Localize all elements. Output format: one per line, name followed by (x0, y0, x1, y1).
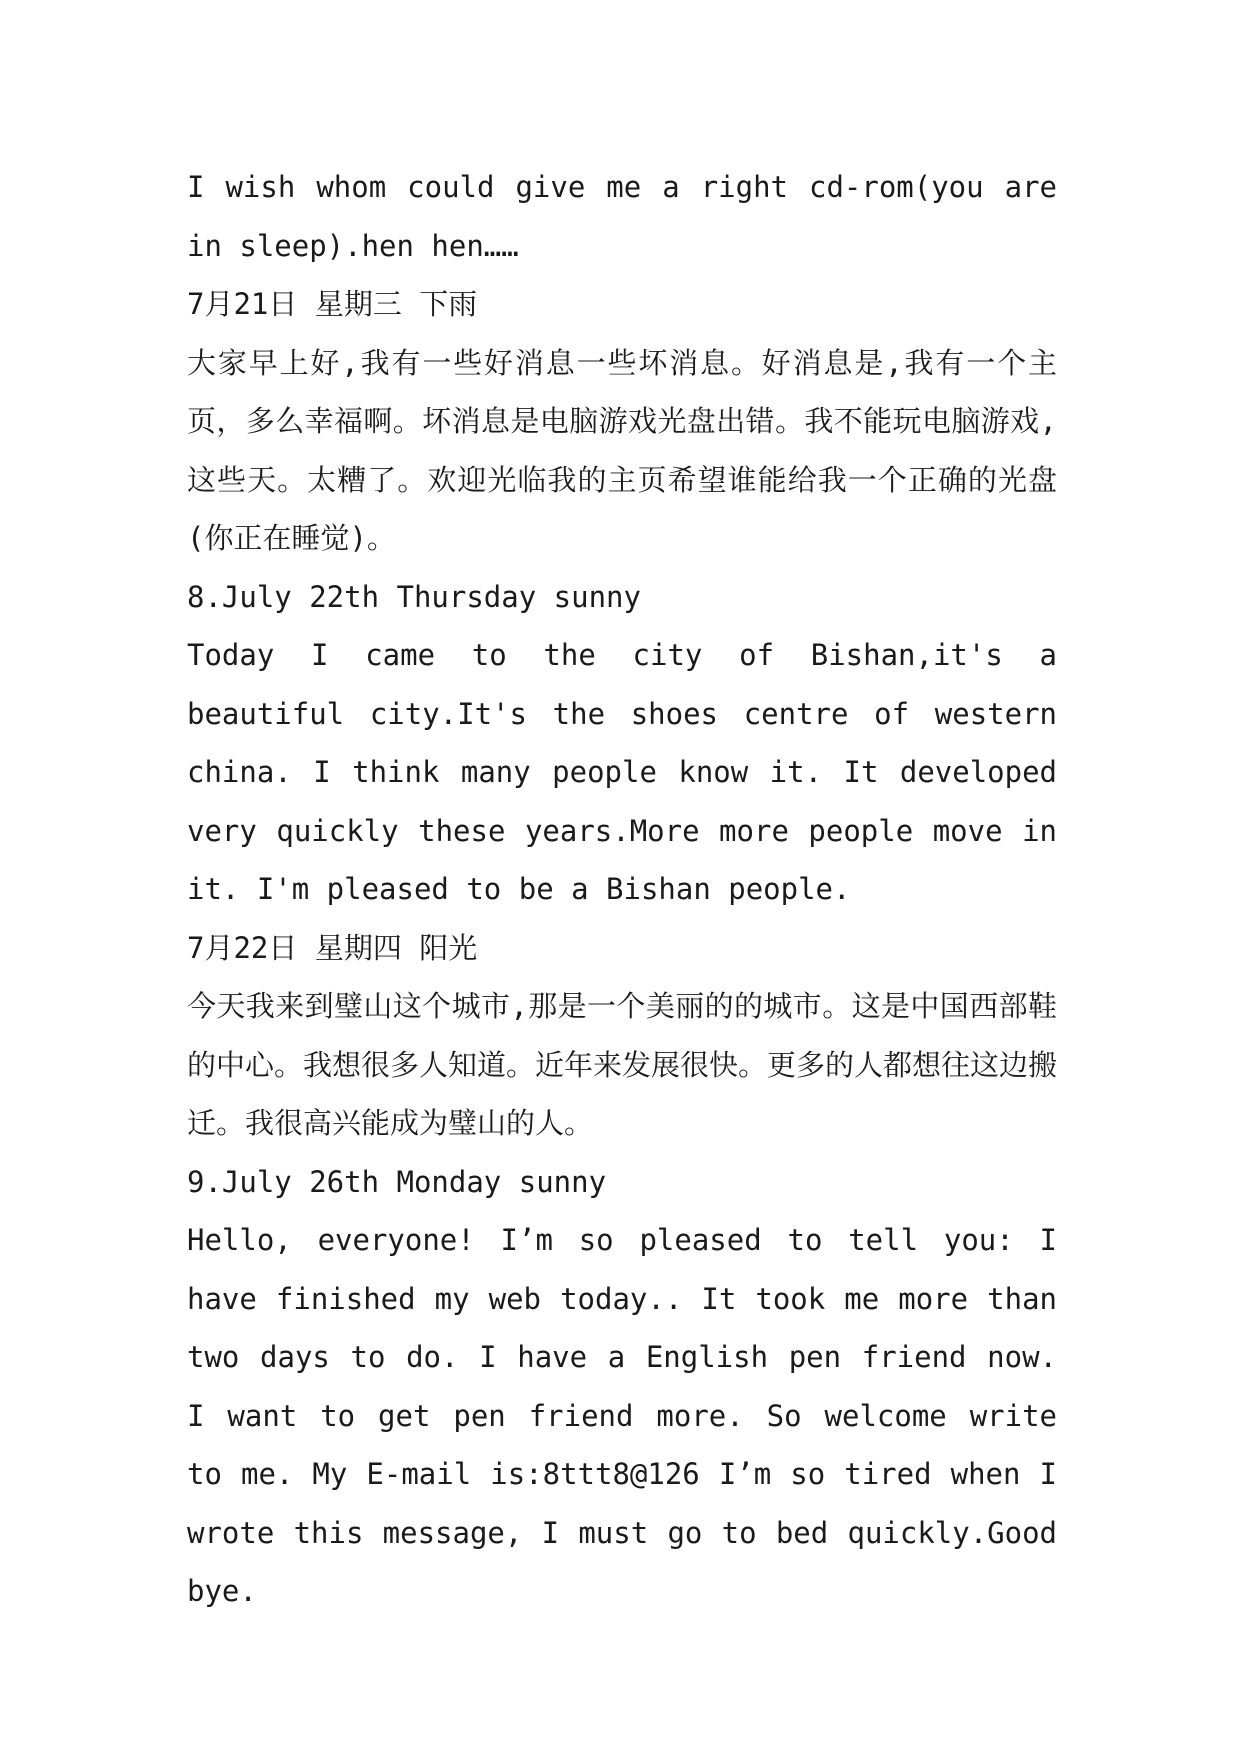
paragraph-bishan-cn: 今天我来到璧山这个城市,那是一个美丽的的城市。这是中国西部鞋的中心。我想很多人知道。近年来发展很快。更多的人都想往这边搬迁。我很高兴能成为璧山的人。 (187, 989, 1058, 1140)
paragraph-homepage-news-cn: 大家早上好,我有一些好消息一些坏消息。好消息是,我有一个主页，多么幸福啊。坏消息是电脑游戏光盘出错。我不能玩电脑游戏,这些天。太糟了。欢迎光临我的主页希望谁能给我一个正确的光盘(你正在睡觉)。 (187, 345, 1057, 555)
date-heading-july-21: 7月21日 星期三 下雨 (187, 287, 478, 321)
date-heading-july-26: 9.July 26th Monday sunny (187, 1164, 607, 1199)
document-page (187, 158, 1057, 1621)
date-heading-july-22-en: 8.July 22th Thursday sunny (187, 579, 641, 614)
date-heading-july-22-cn: 7月22日 星期四 阳光 (187, 930, 478, 965)
paragraph-bishan-en: Today I came to the city of Bishan,it's a beautiful city.It's the shoes centre of western china. I think many people know it. It developed very quickly these years.More more people move in it. I'm pleased to be a Bishan people. (187, 638, 1057, 906)
paragraph-cdrom-wish: I wish whom could give me a right cd-rom(you are in sleep).hen hen…… (187, 170, 1057, 263)
paragraph-web-finished: Hello, everyone! I’m so pleased to tell you: I have finished my web today.. It took me more than two days to do. I have a English pen friend now. I want to get pen friend more. So welcome write to me. My E-mail is:8ttt8@126 I’m so tired when I wrote this message, I must go to bed quickly.Good bye. (187, 1223, 1057, 1608)
